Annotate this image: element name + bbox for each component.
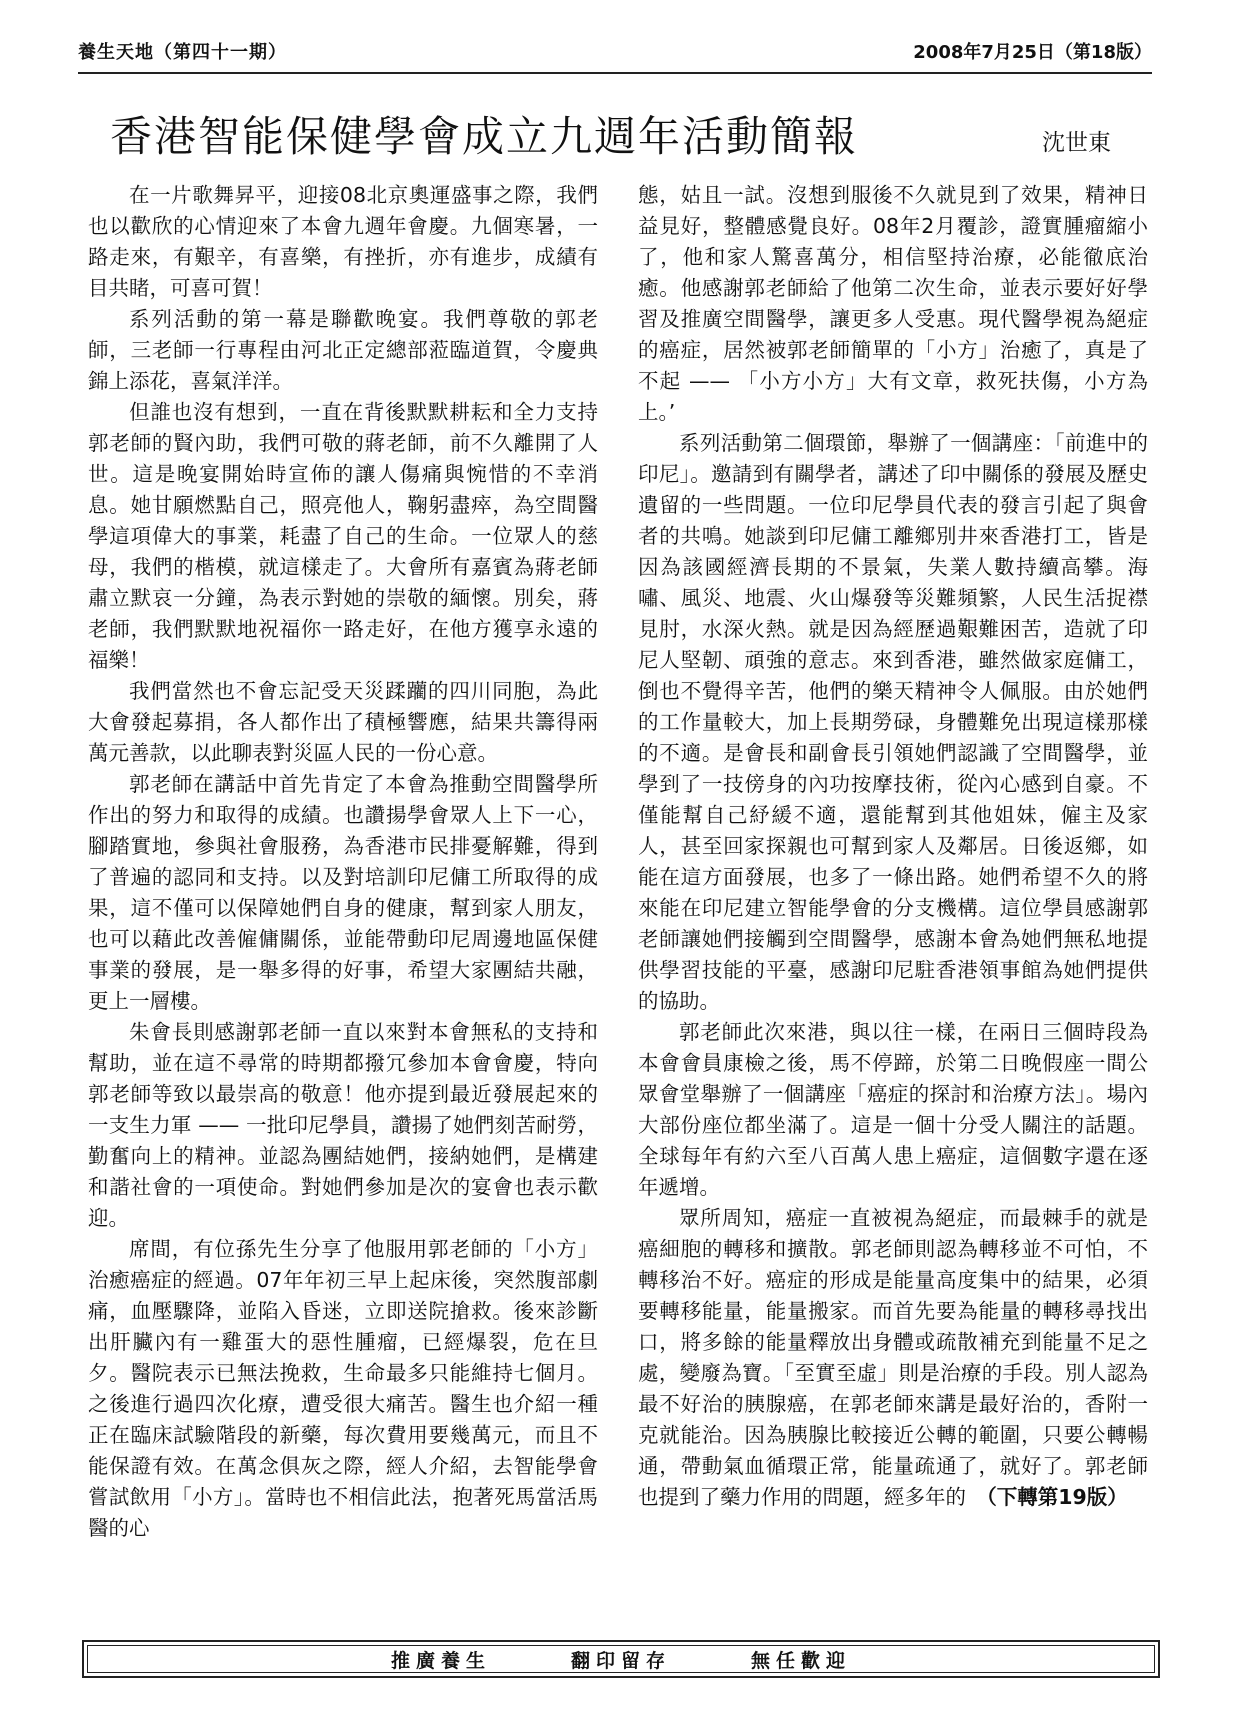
- paragraph: 朱會長則感謝郭老師一直以來對本會無私的支持和幫助，並在這不尋常的時期都撥冗參加本會會慶，特向郭老師等致以最崇高的敬意！他亦提到最近發展起來的一支生力軍 —— 一批印尼學員，讚揚了她們刻苦耐勞，勤奮向上的精神。並認為團結她們，接納她們，是構建和諧社會的一項使命。對她們參加是次的宴會也表示歡迎。: [88, 1020, 598, 1230]
- paragraph: 但誰也沒有想到，一直在背後默默耕耘和全力支持郭老師的賢內助，我們可敬的蔣老師，前不久離開了人世。這是晚宴開始時宣佈的讓人傷痛與惋惜的不幸消息。她甘願燃點自己，照亮他人，鞠躬盡瘁，為空間醫學這項偉大的事業，耗盡了自己的生命。一位眾人的慈母，我們的楷模，就這樣走了。大會所有嘉賓為蔣老師肅立默哀一分鐘，為表示對她的崇敬的緬懷。別矣，蔣老師，我們默默地祝福你一路走好，在他方獲享永遠的福樂！: [88, 400, 598, 672]
- publication-date: 2008年7月25日（第18版）: [913, 42, 1152, 63]
- paragraph: 系列活動的第一幕是聯歡晚宴。我們尊敬的郭老師，三老師一行專程由河北正定總部蒞臨道賀，令慶典錦上添花，喜氣洋洋。: [88, 307, 598, 393]
- paragraph: 郭老師此次來港，與以往一樣，在兩日三個時段為本會會員康檢之後，馬不停蹄，於第二日晚假座一間公眾會堂舉辦了一個講座「癌症的探討和治療方法」。場內大部份座位都坐滿了。這是一個十分受人關注的話題。全球每年有約六至八百萬人患上癌症，這個數字還在逐年遞增。: [638, 1020, 1148, 1199]
- article-column-right: [638, 180, 1148, 1685]
- paragraph: [638, 1203, 1148, 1513]
- page-header: [78, 38, 1152, 68]
- paragraph-text: 眾所周知，癌症一直被視為絕症，而最棘手的就是癌細胞的轉移和擴散。郭老師則認為轉移並不可怕，不轉移治不好。癌症的形成是能量高度集中的結果，必須要轉移能量，能量搬家。而首先要為能量的轉移尋找出口，將多餘的能量釋放出身體或疏散補充到能量不足之處，變廢為寶。「至實至虛」則是治療的手段。別人認為最不好治的胰腺癌，在郭老師來講是最好治的，香附一克就能治。因為胰腺比較接近公轉的範圍，只要公轉暢通，帶動氣血循環正常，能量疏通了，就好了。郭老師也提到了藥力作用的問題，經多年的: [638, 1206, 1148, 1509]
- footer-item: 推廣養生: [390, 1649, 491, 1672]
- paragraph: 態，姑且一試。沒想到服後不久就見到了效果，精神日益見好，整體感覺良好。08年2月覆診，證實腫瘤縮小了，他和家人驚喜萬分，相信堅持治療，必能徹底治癒。他感謝郭老師給了他第二次生命，並表示要好好學習及推廣空間醫學，讓更多人受惠。現代醫學視為絕症的癌症，居然被郭老師簡單的「小方」治癒了，真是了不起 —— 「小方小方」大有文章，救死扶傷，小方為上。’: [638, 183, 1148, 424]
- continued-note: （下轉第19版）: [986, 1485, 1128, 1509]
- header-rule: [78, 72, 1152, 74]
- paragraph: 系列活動第二個環節，舉辦了一個講座：「前進中的印尼」。邀請到有關學者，講述了印中關係的發展及歷史遺留的一些問題。一位印尼學員代表的發言引起了與會者的共鳴。她談到印尼傭工離鄉別井來香港打工，皆是因為該國經濟長期的不景氣，失業人數持續高攀。海嘯、風災、地震、火山爆發等災難頻繁，人民生活捉襟見肘，水深火熱。就是因為經歷過艱難困苦，造就了印尼人堅韌、頑強的意志。來到香港，雖然做家庭傭工，倒也不覺得辛苦，他們的樂天精神令人佩服。由於她們的工作量較大，加上長期勞碌，身體難免出現這樣那樣的不適。是會長和副會長引領她們認識了空間醫學，並學到了一技傍身的內功按摩技術，從內心感到自豪。不僅能幫自己紓緩不適，還能幫到其他姐妹，僱主及家人，甚至回家探親也可幫到家人及鄰居。日後返鄉，如能在這方面發展，也多了一條出路。她們希望不久的將來能在印尼建立智能學會的分支機構。這位學員感謝郭老師讓她們接觸到空間醫學，感謝本會為她們無私地提供學習技能的平臺，感謝印尼駐香港領事館為她們提供的協助。: [638, 431, 1148, 1013]
- article-title: 香港智能保健學會成立九週年活動簡報: [110, 112, 859, 161]
- paragraph: 郭老師在講話中首先肯定了本會為推動空間醫學所作出的努力和取得的成績。也讚揚學會眾人上下一心，腳踏實地，參與社會服務，為香港市民排憂解難，得到了普遍的認同和支持。以及對培訓印尼傭工所取得的成果，這不僅可以保障她們自身的健康，幫到家人朋友，也可以藉此改善僱傭關係，並能帶動印尼周邊地區保健事業的發展，是一舉多得的好事，希望大家團結共融，更上一層樓。: [88, 772, 598, 1013]
- paragraph: 我們當然也不會忘記受天災蹂躪的四川同胞，為此大會發起募捐，各人都作出了積極響應，結果共籌得兩萬元善款，以此聊表對災區人民的一份心意。: [88, 679, 598, 765]
- article-column-left: [88, 180, 598, 1685]
- publication-name: 養生天地（第四十一期）: [78, 42, 287, 63]
- article-author: 沈世東: [1042, 130, 1111, 156]
- footer-banner: [82, 1640, 1160, 1678]
- paragraph: 在一片歌舞昇平，迎接08北京奧運盛事之際，我們也以歡欣的心情迎來了本會九週年會慶。九個寒暑，一路走來，有艱辛，有喜樂，有挫折，亦有進步，成績有目共睹，可喜可賀！: [88, 183, 598, 300]
- footer-item: 翻印留存: [570, 1649, 671, 1672]
- footer-item: 無任歡迎: [751, 1649, 852, 1672]
- paragraph: 席間，有位孫先生分享了他服用郭老師的「小方」治癒癌症的經過。07年年初三早上起床後，突然腹部劇痛，血壓驟降，並陷入昏迷，立即送院搶救。後來診斷出肝臟內有一雞蛋大的惡性腫瘤，已經爆裂，危在旦夕。醫院表示已無法挽救，生命最多只能維持七個月。之後進行過四次化療，遭受很大痛苦。醫生也介紹一種正在臨床試驗階段的新藥，每次費用要幾萬元，而且不能保證有效。在萬念俱灰之際，經人介紹，去智能學會嘗試飲用「小方」。當時也不相信此法，抱著死馬當活馬醫的心: [88, 1237, 598, 1540]
